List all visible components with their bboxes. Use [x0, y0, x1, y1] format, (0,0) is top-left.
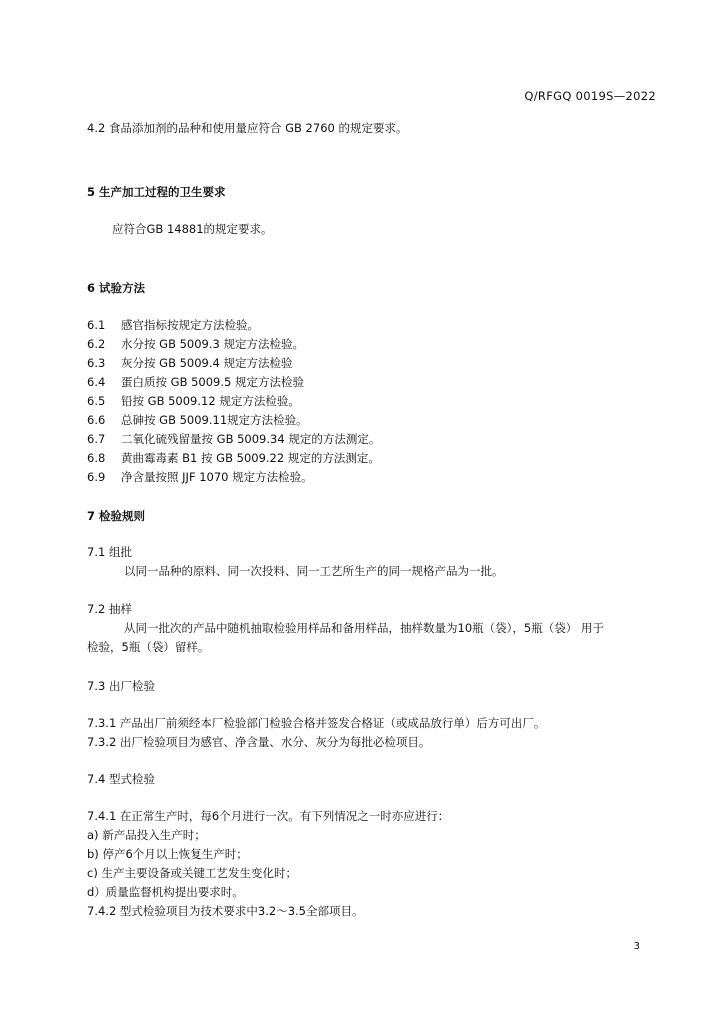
- clause-7-3-title: 7.3 出厂检验: [87, 679, 155, 693]
- item-number: 6.2: [87, 337, 106, 351]
- standard-number: Q/RFGQ 0019S—2022: [524, 89, 656, 103]
- item-text: 总砷按 GB 5009.11规定方法检验。: [121, 413, 308, 427]
- test-method-item: [87, 339, 304, 351]
- clause-7-2-title: 7.2 抽样: [87, 602, 132, 616]
- item-text: 感官指标按规定方法检验。: [121, 318, 259, 332]
- item-text: 铅按 GB 5009.12 规定方法检验。: [121, 394, 300, 408]
- item-text: 灰分按 GB 5009.4 规定方法检验: [121, 356, 293, 370]
- section-7-title: 7 检验规则: [87, 509, 146, 523]
- item-number: 6.3: [87, 356, 106, 370]
- item-number: 6.7: [87, 432, 106, 446]
- item-number: 6.6: [87, 413, 106, 427]
- list-item-a: a) 新产品投入生产时；: [87, 828, 206, 842]
- item-text: 二氧化硫残留量按 GB 5009.34 规定的方法测定。: [121, 432, 381, 446]
- clause-7-3-2: 7.3.2 出厂检验项目为感官、净含量、水分、灰分为每批必检项目。: [87, 735, 431, 749]
- clause-7-4-2: 7.4.2 型式检验项目为技术要求中3.2～3.5全部项目。: [87, 904, 364, 918]
- test-method-item: [87, 358, 293, 370]
- clause-4-2: 4.2 食品添加剂的品种和使用量应符合 GB 2760 的规定要求。: [87, 121, 408, 135]
- item-number: 6.8: [87, 451, 106, 465]
- test-method-item: [87, 396, 300, 408]
- test-method-item: [87, 320, 259, 332]
- item-number: 6.1: [87, 318, 106, 332]
- test-method-item: [87, 434, 380, 446]
- item-text: 黄曲霉毒素 B1 按 GB 5009.22 规定的方法测定。: [121, 451, 380, 465]
- test-method-item: [87, 472, 313, 484]
- clause-7-1-body: 以同一品种的原料、同一次投料、同一工艺所生产的同一规格产品为一批。: [124, 564, 504, 578]
- clause-7-3-1: 7.3.1 产品出厂前须经本厂检验部门检验合格并签发合格证（或成品放行单）后方可出厂。: [87, 716, 546, 730]
- section-6-title: 6 试验方法: [87, 281, 146, 295]
- item-number: 6.4: [87, 375, 106, 389]
- clause-7-2-body-line1: 从同一批次的产品中随机抽取检验用样品和备用样品，抽样数量为10瓶（袋），5瓶（袋） 用于: [124, 621, 604, 635]
- clause-7-2-body-line2: 检验，5瓶（袋）留样。: [87, 640, 210, 654]
- page-number: 3: [633, 941, 640, 952]
- list-item-b: b) 停产6个月以上恢复生产时；: [87, 847, 248, 861]
- test-method-item: [87, 415, 308, 427]
- item-number: 6.5: [87, 394, 106, 408]
- item-number: 6.9: [87, 470, 106, 484]
- clause-7-4-1: 7.4.1 在正常生产时，每6个月进行一次。有下列情况之一时亦应进行：: [87, 809, 450, 823]
- item-text: 净含量按照 JJF 1070 规定方法检验。: [121, 470, 313, 484]
- test-method-item: [87, 377, 304, 389]
- item-text: 水分按 GB 5009.3 规定方法检验。: [121, 337, 305, 351]
- section-5-body: 应符合GB 14881的规定要求。: [112, 222, 273, 236]
- list-item-d: d）质量监督机构提出要求时。: [87, 885, 244, 899]
- section-5-title: 5 生产加工过程的卫生要求: [87, 185, 226, 199]
- clause-7-4-title: 7.4 型式检验: [87, 772, 155, 786]
- test-method-item: [87, 453, 380, 465]
- clause-7-1-title: 7.1 组批: [87, 545, 132, 559]
- item-text: 蛋白质按 GB 5009.5 规定方法检验: [121, 375, 305, 389]
- list-item-c: c) 生产主要设备或关键工艺发生变化时；: [87, 866, 297, 880]
